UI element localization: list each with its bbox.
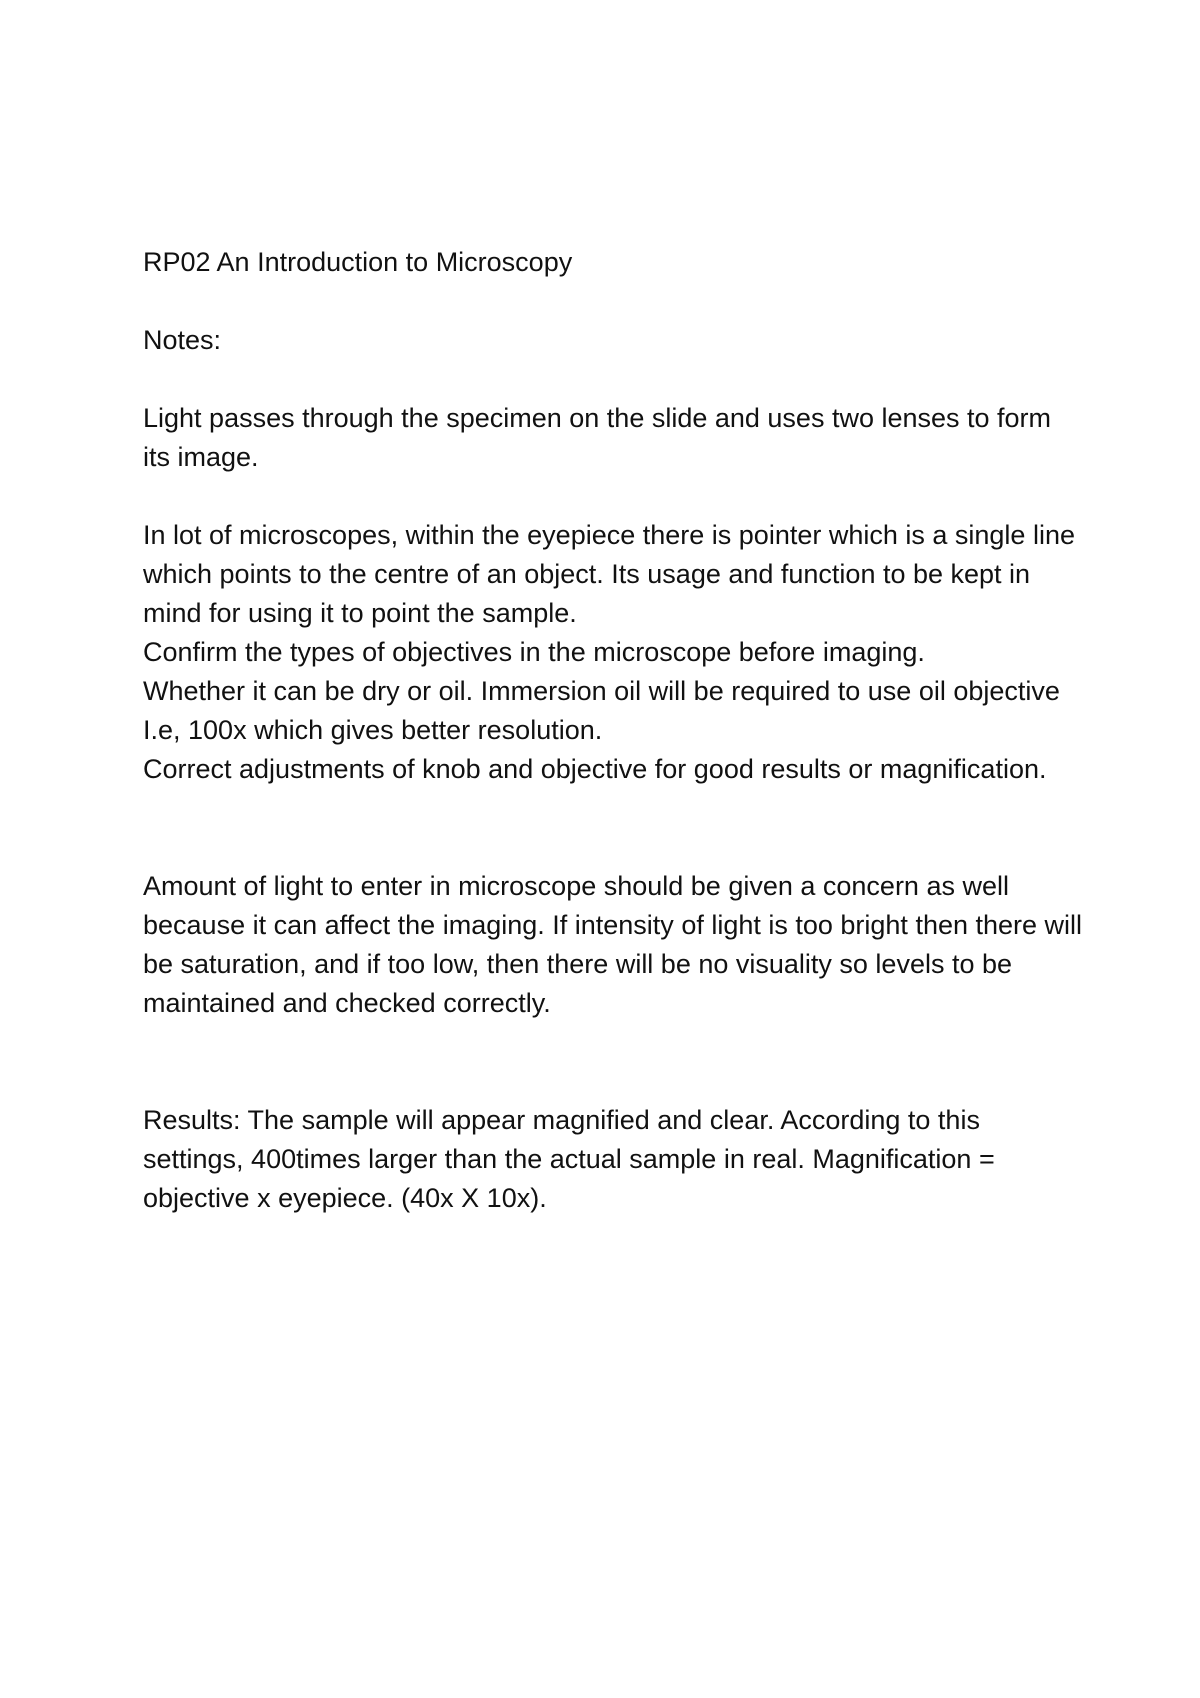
paragraph-light-amount: Amount of light to enter in microscope should be given a concern as well because it can affect the imaging. If intensity of light is too bright then there will be saturation, and if too low, then there will be no visuality so levels to be maintained and checked correctly. bbox=[143, 871, 1083, 1018]
document-title: RP02 An Introduction to Microscopy bbox=[143, 247, 573, 277]
document-body bbox=[143, 243, 1083, 1218]
paragraph-adjustments: Correct adjustments of knob and objective for good results or magnification. bbox=[143, 754, 1047, 784]
paragraph-results: Results: The sample will appear magnified and clear. According to this settings, 400times larger than the actual sample in real. Magnification = objective x eyepiece. (40x X 10x). bbox=[143, 1105, 995, 1213]
paragraph-immersion-oil: Whether it can be dry or oil. Immersion oil will be required to use oil objective I.e, 100x which gives better resolution. bbox=[143, 676, 1060, 745]
notes-label: Notes: bbox=[143, 325, 222, 355]
microscope-notes-block bbox=[143, 516, 1083, 789]
paragraph-pointer: In lot of microscopes, within the eyepiece there is pointer which is a single line which points to the centre of an object. Its usage and function to be kept in mind for using it to point the sample. bbox=[143, 520, 1075, 628]
paragraph-objectives: Confirm the types of objectives in the microscope before imaging. bbox=[143, 637, 925, 667]
paragraph-light-path: Light passes through the specimen on the slide and uses two lenses to form its image. bbox=[143, 403, 1052, 472]
